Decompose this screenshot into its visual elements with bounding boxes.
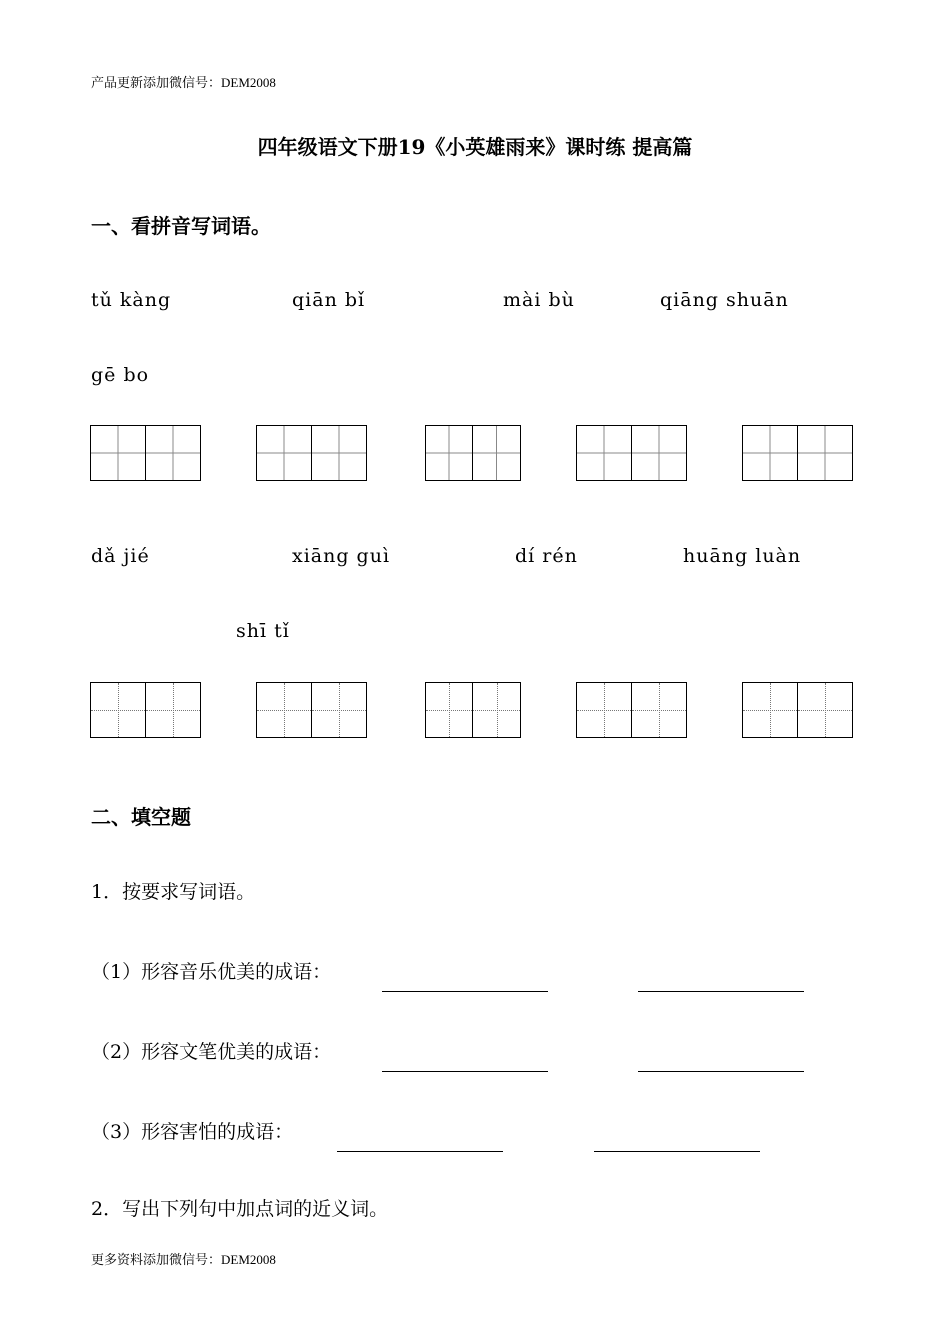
answer-blank[interactable] bbox=[337, 1137, 503, 1156]
grid-cell[interactable] bbox=[632, 425, 687, 481]
pinyin-4: qiāng shuān bbox=[660, 289, 789, 311]
grid-cell[interactable] bbox=[798, 682, 853, 738]
writing-grid-10[interactable] bbox=[742, 682, 853, 738]
grid-cell[interactable] bbox=[576, 682, 632, 738]
pinyin-5: gē bo bbox=[91, 364, 150, 386]
section2-heading: 二、填空题 bbox=[91, 805, 191, 829]
grid-cell[interactable] bbox=[146, 682, 201, 738]
pinyin-9: huāng luàn bbox=[683, 545, 802, 567]
grid-cell[interactable] bbox=[473, 682, 521, 738]
grid-cell[interactable] bbox=[312, 682, 367, 738]
answer-blank[interactable] bbox=[638, 977, 804, 996]
grid-cell[interactable] bbox=[425, 682, 473, 738]
pinyin-10: shī tǐ bbox=[236, 620, 290, 642]
answer-blank[interactable] bbox=[638, 1057, 804, 1076]
grid-cell[interactable] bbox=[742, 682, 798, 738]
grid-cell[interactable] bbox=[90, 425, 146, 481]
writing-grid-5[interactable] bbox=[742, 425, 853, 481]
question-1-item-2: （2）形容文笔优美的成语： bbox=[91, 1041, 332, 1063]
writing-grid-3[interactable] bbox=[425, 425, 521, 481]
grid-cell[interactable] bbox=[256, 425, 312, 481]
answer-blank[interactable] bbox=[594, 1137, 760, 1156]
section1-heading: 一、看拼音写词语。 bbox=[91, 214, 271, 238]
grid-cell[interactable] bbox=[146, 425, 201, 481]
writing-grid-6[interactable] bbox=[90, 682, 201, 738]
pinyin-3: mài bù bbox=[503, 289, 575, 311]
pinyin-6: dǎ jié bbox=[91, 545, 150, 567]
header-note: 产品更新添加微信号：DEM2008 bbox=[91, 75, 276, 90]
answer-blank[interactable] bbox=[382, 1057, 548, 1076]
writing-grid-9[interactable] bbox=[576, 682, 687, 738]
grid-cell[interactable] bbox=[256, 682, 312, 738]
footer-note: 更多资料添加微信号：DEM2008 bbox=[91, 1252, 276, 1267]
grid-cell[interactable] bbox=[798, 425, 853, 481]
pinyin-7: xiāng guì bbox=[292, 545, 391, 567]
grid-cell[interactable] bbox=[632, 682, 687, 738]
page-title: 四年级语文下册19《小英雄雨来》课时练 提高篇 bbox=[257, 135, 693, 159]
grid-cell[interactable] bbox=[312, 425, 367, 481]
writing-grid-1[interactable] bbox=[90, 425, 201, 481]
writing-grid-2[interactable] bbox=[256, 425, 367, 481]
pinyin-8: dí rén bbox=[515, 545, 578, 567]
question-1-label: 1．按要求写词语。 bbox=[91, 881, 256, 903]
question-1-item-3: （3）形容害怕的成语： bbox=[91, 1121, 294, 1143]
pinyin-1: tǔ kàng bbox=[91, 289, 172, 311]
grid-cell[interactable] bbox=[576, 425, 632, 481]
pinyin-2: qiān bǐ bbox=[292, 289, 366, 311]
question-1-item-1: （1）形容音乐优美的成语： bbox=[91, 961, 332, 983]
writing-grid-8[interactable] bbox=[425, 682, 521, 738]
answer-blank[interactable] bbox=[382, 977, 548, 996]
grid-cell[interactable] bbox=[473, 425, 521, 481]
writing-grid-4[interactable] bbox=[576, 425, 687, 481]
grid-cell[interactable] bbox=[742, 425, 798, 481]
writing-grid-7[interactable] bbox=[256, 682, 367, 738]
grid-cell[interactable] bbox=[425, 425, 473, 481]
question-2-label: 2．写出下列句中加点词的近义词。 bbox=[91, 1198, 389, 1220]
grid-cell[interactable] bbox=[90, 682, 146, 738]
